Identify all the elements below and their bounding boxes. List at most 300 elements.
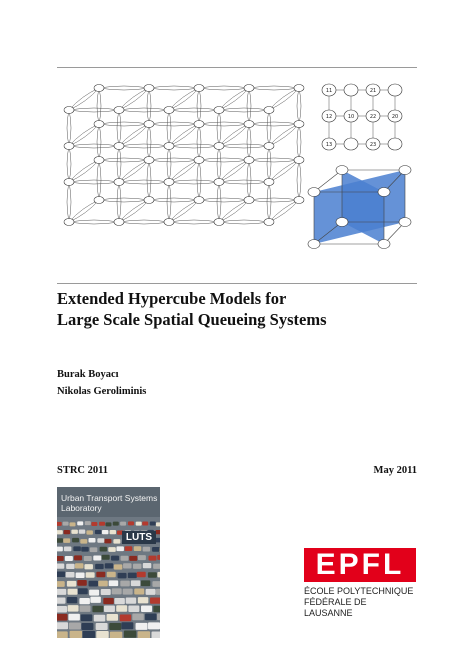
edge <box>99 160 149 162</box>
car <box>84 556 92 561</box>
car <box>123 563 132 568</box>
edge <box>269 88 299 110</box>
car <box>141 605 152 612</box>
car <box>77 521 83 525</box>
figure-rule <box>57 283 417 284</box>
edge <box>199 88 201 124</box>
edge <box>119 146 169 148</box>
car <box>57 581 65 587</box>
edge <box>269 160 299 182</box>
car <box>67 597 78 603</box>
car <box>92 606 103 613</box>
car <box>95 564 104 569</box>
edge <box>249 88 299 90</box>
state-node <box>399 218 411 227</box>
car <box>124 631 137 638</box>
edge <box>119 160 149 182</box>
edge <box>299 88 301 124</box>
edge <box>69 110 119 112</box>
edge <box>169 124 199 146</box>
edge <box>199 160 249 162</box>
node-label: 12 <box>325 114 333 120</box>
edge <box>269 124 299 146</box>
car <box>152 547 160 552</box>
car <box>78 588 88 594</box>
node-label: 20 <box>391 114 399 120</box>
car <box>141 580 151 586</box>
car <box>57 589 66 595</box>
car <box>145 614 157 621</box>
edge <box>249 200 299 202</box>
edge <box>269 110 271 146</box>
car <box>101 589 111 595</box>
edge <box>149 122 199 124</box>
state-node <box>144 121 154 128</box>
node-label: 13 <box>325 142 333 148</box>
car <box>95 530 102 534</box>
car <box>128 573 137 579</box>
edge <box>169 220 219 222</box>
edge <box>119 88 149 110</box>
edge <box>99 122 149 124</box>
publication-date: May 2011 <box>373 465 417 476</box>
car <box>63 538 70 543</box>
edge <box>247 88 249 124</box>
state-node <box>64 219 74 226</box>
edge <box>69 110 71 146</box>
car <box>114 598 125 604</box>
car <box>57 563 64 568</box>
car <box>70 631 83 638</box>
car <box>57 547 63 552</box>
car <box>155 530 160 534</box>
luts-line-2: Laboratory <box>61 503 102 513</box>
car <box>103 598 114 604</box>
edge <box>199 198 249 200</box>
edge <box>199 88 249 90</box>
edge <box>297 88 299 124</box>
edge <box>219 124 249 146</box>
edge <box>169 146 171 182</box>
car <box>157 613 160 620</box>
car <box>102 530 109 534</box>
car <box>57 530 63 534</box>
car <box>81 623 93 630</box>
car <box>143 563 152 568</box>
car <box>128 521 134 525</box>
edge <box>249 124 299 126</box>
edge <box>267 110 269 146</box>
edge <box>219 110 221 146</box>
car <box>102 555 110 560</box>
car <box>71 530 78 534</box>
edge <box>249 198 299 200</box>
edge <box>297 160 299 200</box>
car <box>138 555 146 560</box>
edge <box>99 88 101 124</box>
state-node <box>194 157 204 164</box>
edge <box>269 124 299 146</box>
author-list <box>57 366 146 400</box>
edge <box>119 160 149 182</box>
car <box>80 539 87 544</box>
car <box>84 564 93 569</box>
state-node <box>64 179 74 186</box>
car <box>109 623 121 630</box>
epfl-name-line-2: FÉDÉRALE DE LAUSANNE <box>304 597 367 618</box>
state-node <box>164 143 174 150</box>
edge <box>99 198 149 200</box>
edge <box>219 180 269 182</box>
edge <box>199 200 249 202</box>
state-node <box>244 157 254 164</box>
state-node <box>264 107 274 114</box>
edge <box>299 124 301 160</box>
edge <box>167 146 169 182</box>
state-node <box>336 218 348 227</box>
edge <box>169 222 219 224</box>
state-node <box>114 143 124 150</box>
edge <box>117 146 119 182</box>
car <box>105 522 111 526</box>
car <box>77 580 87 586</box>
car <box>129 556 137 561</box>
car <box>126 598 137 604</box>
car <box>94 615 106 622</box>
car <box>111 556 119 561</box>
edge <box>69 200 99 222</box>
car <box>152 581 160 587</box>
state-node <box>264 143 274 150</box>
car <box>93 556 101 561</box>
edge <box>119 220 169 222</box>
edge <box>267 146 269 182</box>
edge <box>219 160 249 182</box>
edge <box>119 110 169 112</box>
car <box>134 546 142 551</box>
edge <box>69 160 99 182</box>
state-node <box>194 121 204 128</box>
car <box>132 614 144 621</box>
car <box>120 581 130 587</box>
car <box>86 572 95 578</box>
car <box>96 631 109 638</box>
car <box>116 546 124 551</box>
edge <box>249 160 299 162</box>
edge <box>119 182 169 184</box>
state-node <box>294 157 304 164</box>
edge <box>269 200 299 222</box>
state-node <box>144 197 154 204</box>
edge <box>69 108 119 110</box>
car <box>89 590 99 596</box>
car <box>75 563 84 568</box>
edge <box>169 160 199 182</box>
car <box>57 556 64 561</box>
edge <box>99 124 149 126</box>
car <box>68 589 78 595</box>
car <box>67 581 77 587</box>
edge <box>249 86 299 88</box>
state-node <box>94 197 104 204</box>
car <box>63 522 69 526</box>
edge <box>69 88 99 110</box>
edge <box>297 124 299 160</box>
edge <box>119 88 149 110</box>
edge <box>219 160 249 182</box>
luts-line-1: Urban Transport Systems <box>61 493 158 503</box>
car <box>57 572 65 578</box>
edge <box>119 146 121 182</box>
edge <box>119 200 149 222</box>
edge <box>169 200 199 222</box>
car <box>120 522 126 526</box>
state-node <box>94 157 104 164</box>
edge <box>149 124 199 126</box>
car <box>83 631 96 638</box>
edge <box>69 182 119 184</box>
car <box>57 614 68 621</box>
car <box>100 547 108 552</box>
state-node <box>294 85 304 92</box>
car <box>113 539 120 544</box>
top-rule <box>57 67 417 68</box>
state-node <box>294 197 304 204</box>
car <box>89 538 96 543</box>
edge <box>219 220 269 222</box>
edge <box>149 88 151 124</box>
car <box>89 581 99 587</box>
car <box>150 597 160 603</box>
edge <box>199 124 201 160</box>
edge <box>197 124 199 160</box>
edge <box>299 160 301 200</box>
car <box>148 556 156 561</box>
edge <box>169 124 199 146</box>
car <box>64 530 70 534</box>
edge <box>69 146 119 148</box>
edge <box>219 110 269 112</box>
edge <box>69 144 119 146</box>
car <box>96 623 108 630</box>
node-label: 11 <box>325 88 333 94</box>
car <box>68 614 80 621</box>
edge <box>99 158 149 160</box>
car <box>142 521 148 525</box>
car <box>118 573 127 579</box>
state-node <box>144 85 154 92</box>
car <box>114 564 123 569</box>
edge <box>69 182 71 222</box>
edge <box>69 160 99 182</box>
edge <box>269 200 299 222</box>
car <box>97 538 104 543</box>
edge <box>69 146 71 182</box>
car <box>137 572 146 578</box>
car <box>150 522 156 526</box>
car <box>98 581 108 587</box>
car <box>136 522 142 526</box>
car <box>104 606 115 613</box>
state-node <box>378 188 390 197</box>
state-node <box>244 121 254 128</box>
edge <box>147 124 149 160</box>
car <box>81 547 89 552</box>
car <box>79 530 86 534</box>
edge <box>169 144 219 146</box>
author-name: Burak Boyacı <box>57 369 119 380</box>
car <box>134 589 144 595</box>
epfl-institution-name <box>304 586 416 619</box>
edge <box>119 110 121 146</box>
edge <box>217 110 219 146</box>
edge <box>97 88 99 124</box>
author-name: Nikolas Geroliminis <box>57 386 147 397</box>
state-node <box>344 84 358 96</box>
edge <box>169 200 199 222</box>
edge <box>219 222 269 224</box>
edge <box>119 124 149 146</box>
edge <box>69 88 99 110</box>
state-node <box>144 157 154 164</box>
title-line-1: Extended Hypercube Models for <box>57 289 287 308</box>
car <box>66 564 75 569</box>
edge <box>69 200 99 222</box>
car <box>156 522 160 526</box>
car <box>110 530 117 534</box>
edge <box>219 146 269 148</box>
state-node <box>388 84 402 96</box>
edge <box>169 108 219 110</box>
car <box>72 538 79 543</box>
car <box>157 572 160 578</box>
state-node <box>308 240 320 249</box>
grid-graph <box>322 84 402 150</box>
state-node <box>264 219 274 226</box>
car <box>105 563 114 568</box>
state-node <box>214 179 224 186</box>
edge <box>69 124 99 146</box>
state-node <box>214 107 224 114</box>
edge <box>117 110 119 146</box>
epfl-name-line-1: ÉCOLE POLYTECHNIQUE <box>304 586 414 596</box>
car <box>128 605 139 612</box>
edge <box>219 88 249 110</box>
car <box>57 631 68 638</box>
car <box>136 623 148 630</box>
car <box>74 555 82 560</box>
edge <box>69 124 99 146</box>
car <box>104 539 111 544</box>
edge <box>149 124 151 160</box>
edge <box>219 200 249 222</box>
car <box>66 572 75 578</box>
car <box>79 605 90 612</box>
edge <box>219 88 249 110</box>
hypercube-figure <box>57 74 417 274</box>
car <box>57 522 62 526</box>
state-node <box>244 85 254 92</box>
edge <box>119 144 169 146</box>
edge <box>199 124 249 126</box>
edge <box>249 158 299 160</box>
state-node <box>114 107 124 114</box>
state-node <box>378 240 390 249</box>
luts-badge: LUTS <box>122 531 156 544</box>
epfl-logo-mark: EPFL <box>304 548 416 582</box>
car <box>116 605 127 612</box>
edge <box>249 122 299 124</box>
edge <box>119 222 169 224</box>
car <box>131 580 141 586</box>
car <box>110 632 123 638</box>
state-node <box>244 197 254 204</box>
edge <box>169 160 199 182</box>
state-node <box>294 121 304 128</box>
state-node <box>399 166 411 175</box>
car <box>76 572 85 578</box>
state-node <box>264 179 274 186</box>
edge <box>249 124 251 160</box>
car <box>156 589 160 595</box>
edge <box>67 110 69 146</box>
car <box>57 598 66 604</box>
state-node <box>114 179 124 186</box>
edge <box>99 124 101 160</box>
car <box>69 622 81 629</box>
state-node <box>194 197 204 204</box>
car <box>107 614 119 621</box>
edge <box>269 160 299 182</box>
car <box>57 622 68 629</box>
edge <box>269 146 271 182</box>
car <box>81 614 93 621</box>
edge <box>149 158 199 160</box>
car <box>148 622 160 629</box>
edge <box>219 108 269 110</box>
edge <box>99 86 149 88</box>
edge <box>169 88 199 110</box>
node-label: 21 <box>369 88 377 94</box>
car <box>90 597 101 603</box>
edge <box>149 160 199 162</box>
car <box>112 588 122 594</box>
edge <box>169 88 199 110</box>
state-node <box>214 219 224 226</box>
node-label: 22 <box>369 114 377 120</box>
state-node <box>308 188 320 197</box>
node-label: 23 <box>369 142 377 148</box>
edge <box>169 182 219 184</box>
state-node <box>336 166 348 175</box>
state-node <box>194 85 204 92</box>
edge <box>219 124 249 146</box>
car <box>99 522 105 526</box>
car <box>143 547 151 552</box>
car <box>125 546 133 551</box>
car <box>121 556 129 561</box>
edge <box>97 124 99 160</box>
car <box>138 631 151 638</box>
edge <box>249 88 251 124</box>
car <box>91 522 97 526</box>
car <box>120 614 131 621</box>
edge <box>149 200 199 202</box>
edge <box>69 220 119 222</box>
car <box>57 538 63 543</box>
car <box>64 546 72 551</box>
edge <box>219 146 221 182</box>
